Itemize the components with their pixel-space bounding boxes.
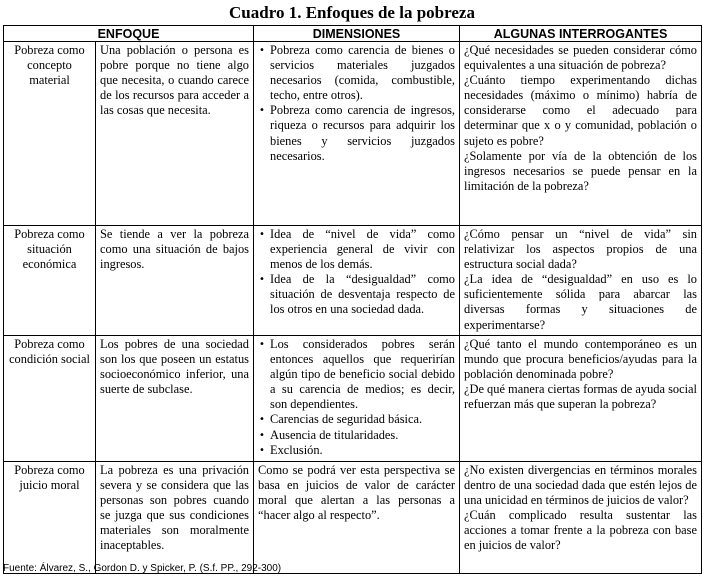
question-item: ¿La idea de “desigualdad” en uso es lo suficientemente sólida para abarcar las diversas formas y situaciones de experimentarse?	[464, 272, 697, 332]
dimension-item: • Idea de la “desigualdad” como situación de desventaja respecto de los otros en una sociedad dada.	[258, 272, 455, 317]
approach-name: Pobreza como concepto material	[4, 42, 96, 226]
questions-cell	[460, 336, 702, 462]
dimension-item: • Exclusión.	[258, 443, 455, 458]
question-item: ¿Cuán complicado resulta sustentar las acciones a tomar frente a la pobreza con base en juicios de valor?	[464, 508, 697, 553]
question-item: ¿Solamente por vía de la obtención de los ingresos necesarios se puede pensar en la limitación de la pobreza?	[464, 148, 697, 193]
question-item: ¿De qué manera ciertas formas de ayuda social refuerzan más que superan la pobreza?	[464, 382, 697, 412]
table-row	[4, 42, 702, 226]
question-item: ¿Qué necesidades se pueden considerar cómo equivalentes a una situación de pobreza?	[464, 43, 697, 73]
dimension-item: • Idea de “nivel de vida” como experiencia general de vivir con menos de los demás.	[258, 227, 455, 272]
approach-name: Pobreza como juicio moral	[4, 462, 96, 574]
header-interrogantes: ALGUNAS INTERROGANTES	[460, 26, 702, 42]
table-caption: Cuadro 1. Enfoques de la pobreza	[229, 3, 475, 22]
table-row	[4, 336, 702, 462]
header-row	[4, 26, 702, 42]
approach-description: Los pobres de una sociedad son los que poseen un estatus socioeconómico inferior, una suerte de subclase.	[96, 336, 254, 462]
dimensions-cell	[254, 336, 460, 462]
dimensions-cell	[254, 42, 460, 226]
dimension-item: • Los considerados pobres serán entonces aquellos que requerirían algún tipo de beneficio social debido a su carencia de medios; es decir, son dependientes.	[258, 337, 455, 412]
table-row	[4, 462, 702, 574]
approach-name: Pobreza como situación económica	[4, 226, 96, 336]
dimension-item: • Pobreza como carencia de bienes o servicios materiales juzgados necesarios (comida, combustible, techo, entre otros).	[258, 43, 455, 103]
question-item: ¿No existen divergencias en términos morales dentro de una sociedad dada que estén lejos de una unicidad en términos de juicios de valor?	[464, 463, 697, 508]
dimension-item: • Pobreza como carencia de ingresos, riqueza o recursos para adquirir los bienes y servicios juzgados necesarios.	[258, 103, 455, 163]
question-item: ¿Qué tanto el mundo contemporáneo es un mundo que procura beneficios/ayudas para la población denominada pobre?	[464, 337, 697, 382]
approach-name: Pobreza como condición social	[4, 336, 96, 462]
question-item: ¿Cómo pensar un “nivel de vida” sin relativizar los aspectos propios de una estructura social dada?	[464, 227, 697, 272]
table-row	[4, 226, 702, 336]
poverty-approaches-table	[3, 25, 702, 574]
dimension-item: • Carencias de seguridad básica.	[258, 412, 455, 427]
source-note: Fuente: Álvarez, S., Gordon D. y Spicker, P. (S.f. PP., 292-300)	[3, 563, 282, 574]
approach-description: La pobreza es una privación severa y se considera que las personas son pobres cuando se juzga que sus condiciones materiales son moralmente inaceptables.	[96, 462, 254, 574]
approach-description: Se tiende a ver la pobreza como una situación de bajos ingresos.	[96, 226, 254, 336]
questions-cell	[460, 42, 702, 226]
dimensions-cell: Como se podrá ver esta perspectiva se basa en juicios de valor de carácter moral que alertan a las personas a “hacer algo al respecto”.	[254, 462, 460, 574]
question-item: ¿Cuánto tiempo experimentando dichas necesidades (máximo o mínimo) habría de considerarse como el adecuado para determinar que x o y comunidad, población o sujeto es pobre?	[464, 73, 697, 148]
approach-description: Una población o persona es pobre porque no tiene algo que necesita, o cuando carece de los recursos para acceder a las cosas que necesita.	[96, 42, 254, 226]
questions-cell	[460, 226, 702, 336]
dimensions-cell	[254, 226, 460, 336]
questions-cell	[460, 462, 702, 574]
header-enfoque: ENFOQUE	[4, 26, 254, 42]
header-dimensiones: DIMENSIONES	[254, 26, 460, 42]
dimension-item: • Ausencia de titularidades.	[258, 428, 455, 443]
